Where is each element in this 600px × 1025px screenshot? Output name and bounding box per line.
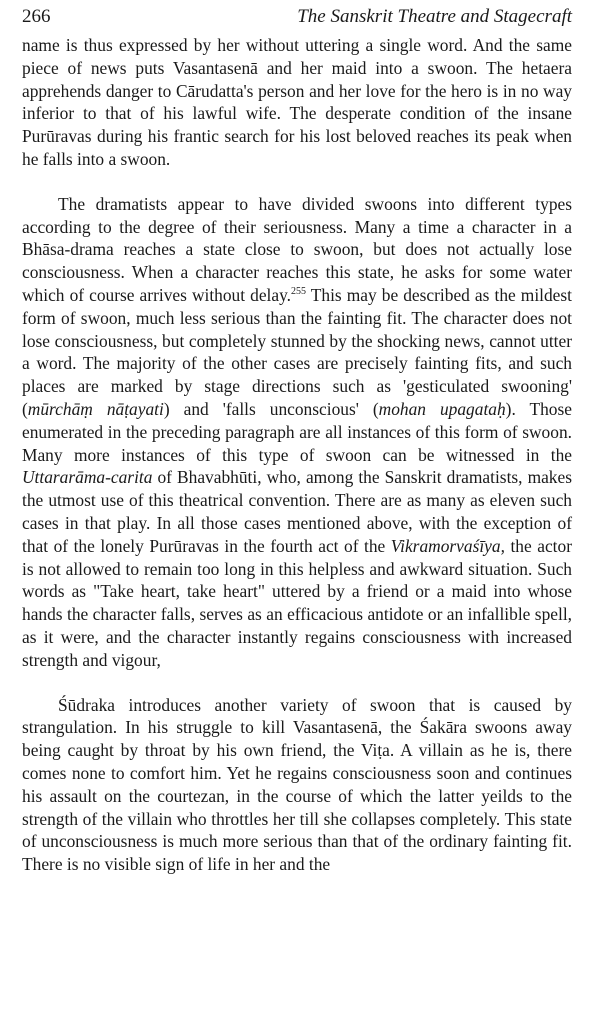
page-header [22,6,572,32]
running-title: The Sanskrit Theatre and Stagecraft [297,6,572,27]
paragraph-2-text: ) and 'falls unconscious' ( [163,398,379,419]
play-title: Vikramorvaśīya, [390,535,505,556]
paragraph-2-text: the actor is not allowed to remain too long in this helpless and awkward situation. Such words as "Take heart, take heart" uttered by a friend or a maid into whose hands the character falls, serves as an efficacious antidote or an infallible spell, as it were, and the character instantly regains consciousness with increased strength and vigour, [22,535,572,670]
page-number: 266 [22,6,51,27]
paragraph-2 [22,193,572,672]
paragraph-1: name is thus expressed by her without uttering a single word. And the same piece of news puts Vasantasenā and her maid into a swoon. The hetaera apprehends danger to Cārudatta's person and her love for the hero is in no way inferior to that of his lawful wife. The desperate condition of the insane Purūravas during his frantic search for his lost beloved reaches its peak when he falls into a swoon. [22,35,572,169]
sanskrit-term: mohan upagataḥ [378,398,506,419]
play-title: Uttararāma-carita [22,467,153,488]
sanskrit-term: mūrchāṃ nāṭayati [27,398,164,419]
paragraph-2-text: of Bhavabhūti, who, among the Sanskrit dramatists, makes the utmost use of this theatrical convention. There are as many as eleven such cases in that play. In all those cases mentioned above, with the exception of that of the lonely Purūravas in the fourth act of the [22,467,572,556]
paragraph-2-text: This may be described as the mildest form of swoon, much less serious than the fainting fit. The character does not lose consciousness, but completely stunned by the shocking news, cannot utter a word. The majority of the other cases are precisely fainting fits, and such places are marked by stage directions such as 'gesticulated swooning' ( [22,284,572,419]
paragraph-2-text: ). Those enumerated in the preceding paragraph are all instances of this form of swoon. Many more instances of this type of swoon can be witnessed in the [22,398,572,465]
paragraph-2-text: The dramatists appear to have divided swoons into different types according to the degree of their seriousness. Many a time a character in a Bhāsa-drama reaches a state close to swoon, but does not actually lose consciousness. When a character reaches this state, he asks for some water which of course arrives without delay. [22,193,572,305]
footnote-reference: 255 [291,286,307,298]
paragraph-3: Śūdraka introduces another variety of swoon that is caused by strangulation. In his struggle to kill Vasantasenā, the Śakāra swoons away being caught by throat by his own friend, the Viṭa. A villain as he is, there comes none to comfort him. Yet he regains consciousness soon and continues his assault on the courtezan, in the course of which the latter yeilds to the strength of the villain who throttles her till she collapses completely. This state of unconsciousness is much more serious than that of the ordinary fainting fit. There is no visible sign of life in her and the [22,694,572,875]
